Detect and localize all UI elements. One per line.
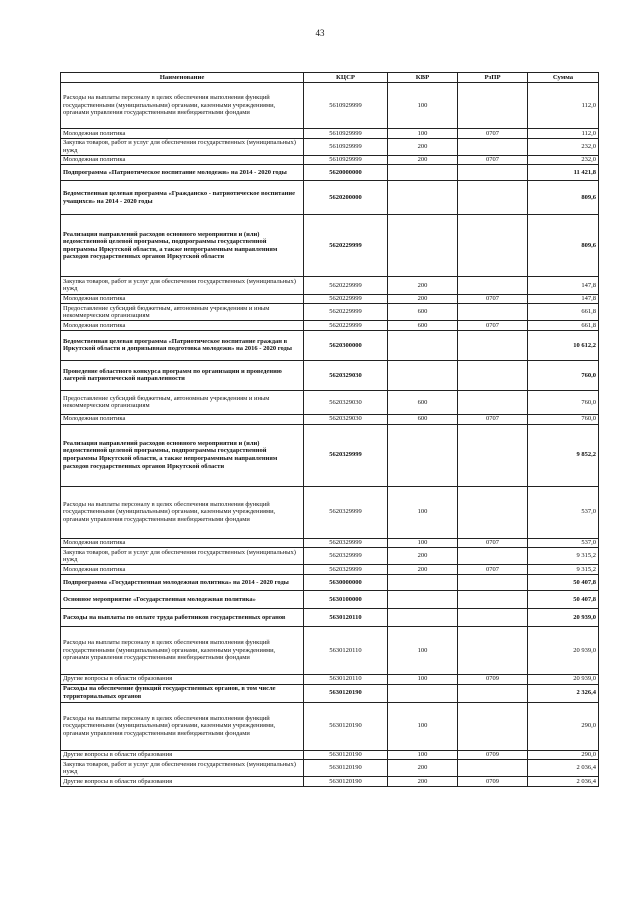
- row-kcsr: 5630120190: [304, 750, 388, 760]
- row-kcsr: 5620329999: [304, 565, 388, 575]
- row-sum: 809,6: [528, 215, 599, 277]
- row-kvr: 600: [388, 321, 458, 331]
- table-row: [61, 294, 599, 304]
- row-kcsr: 5620229999: [304, 215, 388, 277]
- row-rzpr: [458, 390, 528, 414]
- table-row: [61, 277, 599, 294]
- table-row: [61, 424, 599, 486]
- row-kvr: 100: [388, 674, 458, 684]
- row-sum: 760,0: [528, 414, 599, 424]
- row-sum: 147,8: [528, 277, 599, 294]
- table-row: [61, 215, 599, 277]
- row-sum: 232,0: [528, 155, 599, 165]
- row-kvr: [388, 608, 458, 626]
- row-rzpr: 0707: [458, 294, 528, 304]
- table-header-row: [61, 73, 599, 83]
- table-row: [61, 129, 599, 139]
- row-name: Расходы на выплаты персоналу в целях обеспечения выполнения функций государственными (муниципальными) органами, казенными учреждениями, органами управления государственными внебюджетными фондами: [61, 626, 304, 674]
- row-kvr: [388, 574, 458, 590]
- table-row: [61, 304, 599, 321]
- row-kcsr: 5620229999: [304, 321, 388, 331]
- table-row: [61, 702, 599, 750]
- row-kvr: 100: [388, 83, 458, 129]
- row-rzpr: [458, 138, 528, 155]
- row-kcsr: 5620329030: [304, 390, 388, 414]
- row-kcsr: 5610929999: [304, 138, 388, 155]
- table-row: [61, 138, 599, 155]
- row-sum: 112,0: [528, 129, 599, 139]
- row-sum: 290,0: [528, 750, 599, 760]
- row-kvr: [388, 424, 458, 486]
- row-kvr: 100: [388, 750, 458, 760]
- row-name: Ведомственная целевая программа «Патриотическое воспитание граждан в Иркутской области и допризывная подготовка молодежи» на 2016 - 2020 годы: [61, 330, 304, 360]
- row-rzpr: 0707: [458, 155, 528, 165]
- row-kvr: 600: [388, 304, 458, 321]
- row-name: Реализация направлений расходов основного мероприятия и (или) ведомственной целевой программы, подпрограммы государственной программы Иркутской области, а также непрограммным направлениям расходов государственных органов Иркутской области: [61, 424, 304, 486]
- row-sum: 661,8: [528, 321, 599, 331]
- row-kcsr: 5610929999: [304, 129, 388, 139]
- row-rzpr: [458, 626, 528, 674]
- row-kcsr: 5630120190: [304, 760, 388, 777]
- row-kvr: 600: [388, 390, 458, 414]
- row-kcsr: 5620000000: [304, 165, 388, 181]
- table-row: [61, 330, 599, 360]
- row-kcsr: 5630120110: [304, 608, 388, 626]
- row-sum: 537,0: [528, 538, 599, 548]
- row-rzpr: [458, 574, 528, 590]
- row-sum: 809,6: [528, 181, 599, 215]
- row-rzpr: [458, 760, 528, 777]
- table-row: [61, 760, 599, 777]
- row-name: Другие вопросы в области образования: [61, 777, 304, 787]
- row-sum: 20 939,0: [528, 674, 599, 684]
- row-name: Молодежная политика: [61, 294, 304, 304]
- row-name: Закупка товаров, работ и услуг для обеспечения государственных (муниципальных) нужд: [61, 760, 304, 777]
- row-rzpr: 0709: [458, 674, 528, 684]
- row-kvr: [388, 215, 458, 277]
- row-sum: 20 939,0: [528, 626, 599, 674]
- row-kcsr: 5620329999: [304, 424, 388, 486]
- row-name: Предоставление субсидий бюджетным, автономным учреждениям и иным некоммерческим организациям: [61, 304, 304, 321]
- table-row: [61, 390, 599, 414]
- page-number: 43: [315, 28, 325, 38]
- row-name: Молодежная политика: [61, 129, 304, 139]
- row-kvr: 100: [388, 486, 458, 538]
- row-kcsr: 5630120190: [304, 702, 388, 750]
- header-rzpr: РзПР: [458, 73, 528, 83]
- row-kvr: 100: [388, 538, 458, 548]
- row-kcsr: 5620329030: [304, 414, 388, 424]
- row-name: Расходы на выплаты персоналу в целях обеспечения выполнения функций государственными (муниципальными) органами, казенными учреждениями, органами управления государственными внебюджетными фондами: [61, 702, 304, 750]
- row-name: Расходы на выплаты по оплате труда работников государственных органов: [61, 608, 304, 626]
- row-sum: 147,8: [528, 294, 599, 304]
- table-row: [61, 321, 599, 331]
- row-kcsr: 5620300000: [304, 330, 388, 360]
- row-sum: 537,0: [528, 486, 599, 538]
- row-kvr: 100: [388, 702, 458, 750]
- row-kcsr: 5630120110: [304, 626, 388, 674]
- row-name: Ведомственная целевая программа «Гражданско - патриотическое воспитание учащихся» на 2014 - 2020 годы: [61, 181, 304, 215]
- table-row: [61, 574, 599, 590]
- row-sum: 290,0: [528, 702, 599, 750]
- row-sum: 2 326,4: [528, 684, 599, 702]
- row-kvr: 600: [388, 414, 458, 424]
- row-rzpr: [458, 548, 528, 565]
- row-kvr: 100: [388, 129, 458, 139]
- header-name: Наименование: [61, 73, 304, 83]
- row-rzpr: [458, 83, 528, 129]
- row-rzpr: [458, 304, 528, 321]
- row-kcsr: 5620229999: [304, 277, 388, 294]
- row-rzpr: [458, 486, 528, 538]
- table-row: [61, 414, 599, 424]
- table-row: [61, 565, 599, 575]
- row-name: Предоставление субсидий бюджетным, автономным учреждениям и иным некоммерческим организациям: [61, 390, 304, 414]
- row-kcsr: 5620329999: [304, 486, 388, 538]
- table-row: [61, 155, 599, 165]
- row-kvr: 200: [388, 760, 458, 777]
- row-sum: 50 407,8: [528, 590, 599, 608]
- row-name: Подпрограмма «Государственная молодежная политика» на 2014 - 2020 годы: [61, 574, 304, 590]
- row-name: Молодежная политика: [61, 538, 304, 548]
- row-name: Расходы на выплаты персоналу в целях обеспечения выполнения функций государственными (муниципальными) органами, казенными учреждениями, органами управления государственными внебюджетными фондами: [61, 486, 304, 538]
- row-kvr: 200: [388, 548, 458, 565]
- row-name: Подпрограмма «Патриотическое воспитание молодежи» на 2014 - 2020 годы: [61, 165, 304, 181]
- row-rzpr: [458, 360, 528, 390]
- row-rzpr: [458, 684, 528, 702]
- table-row: [61, 181, 599, 215]
- row-rzpr: [458, 424, 528, 486]
- row-sum: 9 315,2: [528, 565, 599, 575]
- row-kvr: 100: [388, 626, 458, 674]
- table-row: [61, 83, 599, 129]
- row-name: Молодежная политика: [61, 414, 304, 424]
- row-name: Основное мероприятие «Государственная молодежная политика»: [61, 590, 304, 608]
- table-row: [61, 538, 599, 548]
- table-row: [61, 590, 599, 608]
- row-kcsr: 5620229999: [304, 304, 388, 321]
- row-kcsr: 5620329999: [304, 538, 388, 548]
- row-sum: 661,8: [528, 304, 599, 321]
- table-row: [61, 684, 599, 702]
- row-kcsr: 5620329999: [304, 548, 388, 565]
- row-sum: 232,0: [528, 138, 599, 155]
- row-kvr: 200: [388, 138, 458, 155]
- header-kvr: КВР: [388, 73, 458, 83]
- row-sum: 760,0: [528, 360, 599, 390]
- row-sum: 10 612,2: [528, 330, 599, 360]
- row-kvr: 200: [388, 777, 458, 787]
- header-sum: Сумма: [528, 73, 599, 83]
- table-row: [61, 608, 599, 626]
- row-name: Закупка товаров, работ и услуг для обеспечения государственных (муниципальных) нужд: [61, 277, 304, 294]
- table-row: [61, 360, 599, 390]
- row-rzpr: [458, 608, 528, 626]
- row-sum: 2 036,4: [528, 760, 599, 777]
- table-body: [61, 83, 599, 787]
- row-name: Молодежная политика: [61, 155, 304, 165]
- row-kvr: 200: [388, 277, 458, 294]
- row-sum: 112,0: [528, 83, 599, 129]
- row-sum: 11 421,8: [528, 165, 599, 181]
- row-rzpr: 0707: [458, 414, 528, 424]
- row-kvr: 200: [388, 155, 458, 165]
- row-name: Другие вопросы в области образования: [61, 674, 304, 684]
- row-sum: 9 852,2: [528, 424, 599, 486]
- row-kvr: [388, 360, 458, 390]
- row-kcsr: 5630120110: [304, 674, 388, 684]
- row-name: Молодежная политика: [61, 321, 304, 331]
- row-kvr: [388, 330, 458, 360]
- row-kvr: [388, 165, 458, 181]
- row-rzpr: [458, 165, 528, 181]
- row-name: Молодежная политика: [61, 565, 304, 575]
- row-kcsr: 5620229999: [304, 294, 388, 304]
- table-row: [61, 674, 599, 684]
- row-sum: 760,0: [528, 390, 599, 414]
- row-kcsr: 5620200000: [304, 181, 388, 215]
- row-rzpr: 0707: [458, 129, 528, 139]
- row-sum: 20 939,0: [528, 608, 599, 626]
- row-name: Расходы на обеспечение функций государственных органов, в том числе территориальных органов: [61, 684, 304, 702]
- row-rzpr: [458, 215, 528, 277]
- row-rzpr: 0707: [458, 321, 528, 331]
- row-name: Реализация направлений расходов основного мероприятия и (или) ведомственной целевой программы, подпрограммы государственной программы Иркутской области, а также непрограммным направлениям расходов государственных органов Иркутской области: [61, 215, 304, 277]
- header-kcsr: КЦСР: [304, 73, 388, 83]
- row-rzpr: 0707: [458, 538, 528, 548]
- row-rzpr: [458, 702, 528, 750]
- row-rzpr: [458, 590, 528, 608]
- row-kcsr: 5610929999: [304, 83, 388, 129]
- row-name: Расходы на выплаты персоналу в целях обеспечения выполнения функций государственными (муниципальными) органами, казенными учреждениями, органами управления государственными внебюджетными фондами: [61, 83, 304, 129]
- row-kvr: [388, 684, 458, 702]
- row-rzpr: [458, 181, 528, 215]
- row-name: Другие вопросы в области образования: [61, 750, 304, 760]
- row-name: Закупка товаров, работ и услуг для обеспечения государственных (муниципальных) нужд: [61, 138, 304, 155]
- row-rzpr: [458, 277, 528, 294]
- table-row: [61, 165, 599, 181]
- row-rzpr: 0709: [458, 750, 528, 760]
- row-sum: 9 315,2: [528, 548, 599, 565]
- row-kvr: 200: [388, 294, 458, 304]
- row-rzpr: 0709: [458, 777, 528, 787]
- row-kcsr: 5610929999: [304, 155, 388, 165]
- table-row: [61, 486, 599, 538]
- row-name: Проведение областного конкурса программ по организации и проведению лагерей патриотической направленности: [61, 360, 304, 390]
- row-kcsr: 5630120190: [304, 777, 388, 787]
- row-kcsr: 5630120190: [304, 684, 388, 702]
- row-name: Закупка товаров, работ и услуг для обеспечения государственных (муниципальных) нужд: [61, 548, 304, 565]
- budget-table: [60, 72, 599, 787]
- row-kcsr: 5620329030: [304, 360, 388, 390]
- row-sum: 2 036,4: [528, 777, 599, 787]
- row-rzpr: [458, 330, 528, 360]
- row-sum: 50 407,8: [528, 574, 599, 590]
- row-kcsr: 5630100000: [304, 590, 388, 608]
- table-row: [61, 548, 599, 565]
- row-kvr: [388, 590, 458, 608]
- table-row: [61, 750, 599, 760]
- row-rzpr: 0707: [458, 565, 528, 575]
- row-kvr: [388, 181, 458, 215]
- table-row: [61, 626, 599, 674]
- row-kvr: 200: [388, 565, 458, 575]
- table-row: [61, 777, 599, 787]
- row-kcsr: 5630000000: [304, 574, 388, 590]
